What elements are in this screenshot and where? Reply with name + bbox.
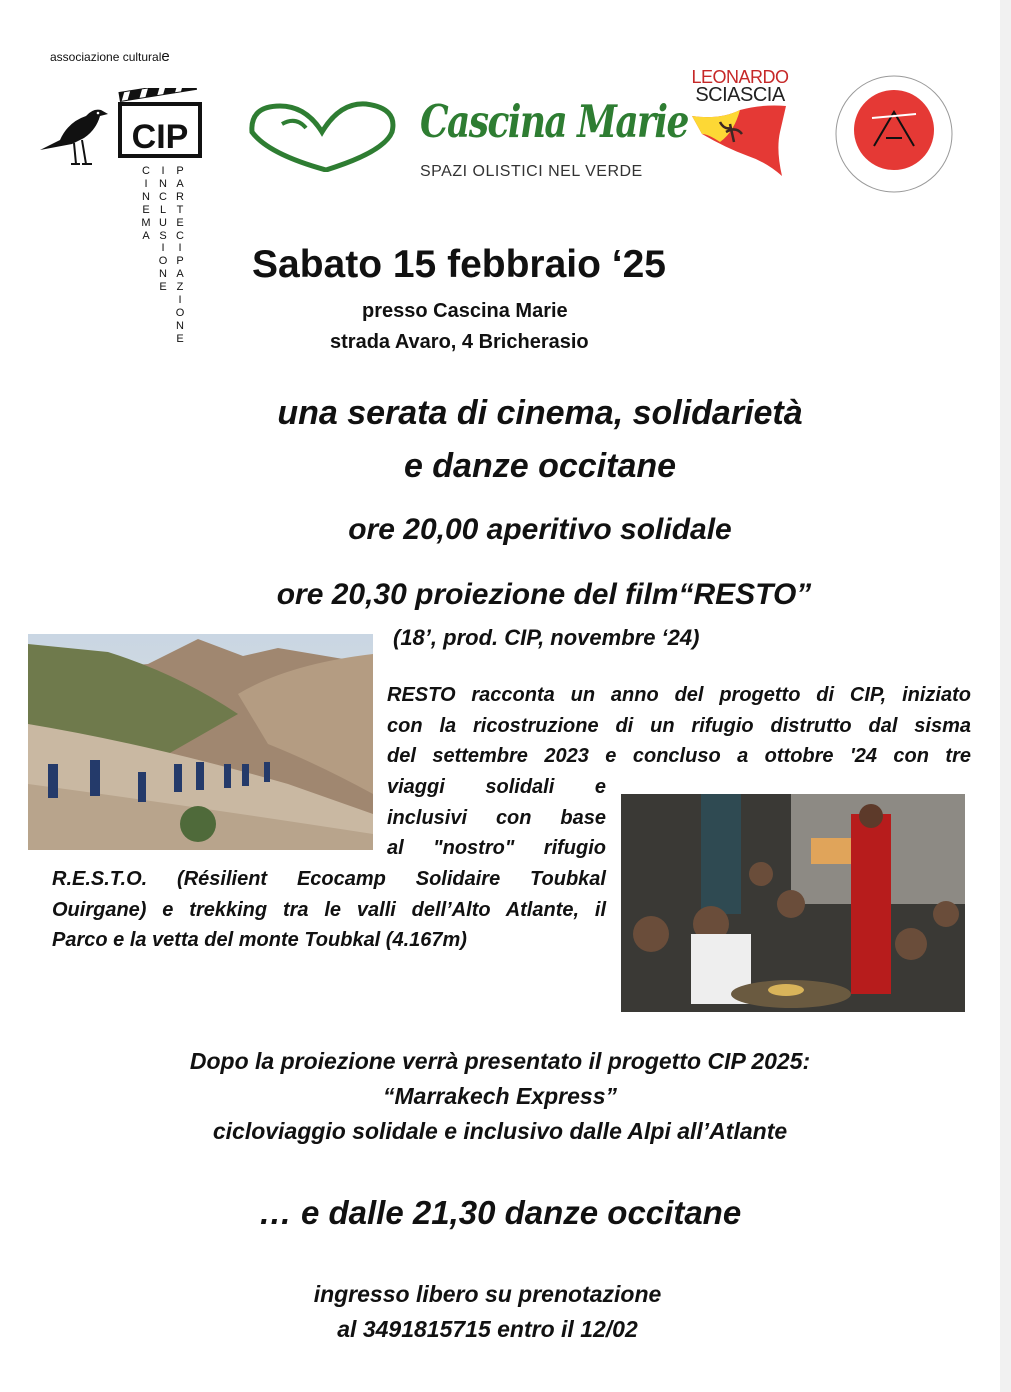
svg-text:CIP: CIP <box>131 118 189 156</box>
trekking-photo <box>28 634 373 850</box>
venue-name: presso Cascina Marie <box>362 300 568 322</box>
headline-line-2: e danze occitane <box>403 447 677 485</box>
description-paragraph-bottom: R.E.S.T.O. (Résilient Ecocamp Solidaire Toubkal Ouirgane) e trekking tra le valli dell’Alto Atlante, il Parco e la vetta del monte Toubkal (4.167m) <box>52 868 606 952</box>
gathering-photo <box>621 794 965 1012</box>
heart-logo-icon <box>248 96 396 172</box>
cascina-marie-subtitle: SPAZI OLISTICI NEL VERDE <box>420 163 643 180</box>
dances-announcement: … e dalle 21,30 danze occitane <box>258 1194 742 1231</box>
project-announcement: Dopo la proiezione verrà presentato il progetto CIP 2025: “Marrakech Express” cicloviaggio solidale e inclusivo dalle Alpi all’Atlante <box>189 1048 811 1144</box>
vertical-word-inclusione: I N C L U S I O N E <box>158 165 168 294</box>
leonardo-logo-text: LEONARDO <box>691 67 789 87</box>
vertical-word-cinema: C I N E M A <box>141 165 151 242</box>
headline-line-1: una serata di cinema, solidarietà <box>277 394 803 432</box>
booking-info: ingresso libero su prenotazione al 3491815715 entro il 12/02 <box>313 1281 662 1342</box>
bird-icon <box>38 98 110 168</box>
schedule-projection: ore 20,30 proiezione del film“RESTO” <box>276 578 812 611</box>
sciascia-logo-text: SCIASCIA <box>695 84 785 106</box>
schedule-aperitivo: ore 20,00 aperitivo solidale <box>348 513 732 546</box>
description-paragraph-middle: viaggi solidali e inclusivi con base al "nostro" rifugio <box>387 776 606 860</box>
cascina-marie-logo-text: Cascina Marie <box>420 95 688 148</box>
resto-ecocamp-seal <box>832 72 956 196</box>
description-paragraph-top: RESTO racconta un anno del progetto di CIP, iniziato con la ricostruzione di un rifugio distrutto dal sisma del settembre 2023 e concluso a ottobre '24 con tre <box>387 684 971 768</box>
association-label: associazione culturale <box>50 48 170 65</box>
sicily-map-icon <box>690 102 790 178</box>
film-info: (18’, prod. CIP, novembre ‘24) <box>393 625 700 650</box>
venue-address: strada Avaro, 4 Bricherasio <box>330 331 589 353</box>
vertical-word-partecipazione: P A R T E C I P A Z I O N E <box>175 165 185 345</box>
event-date: Sabato 15 febbraio ‘25 <box>252 243 666 286</box>
cip-clapperboard-logo <box>118 88 204 160</box>
